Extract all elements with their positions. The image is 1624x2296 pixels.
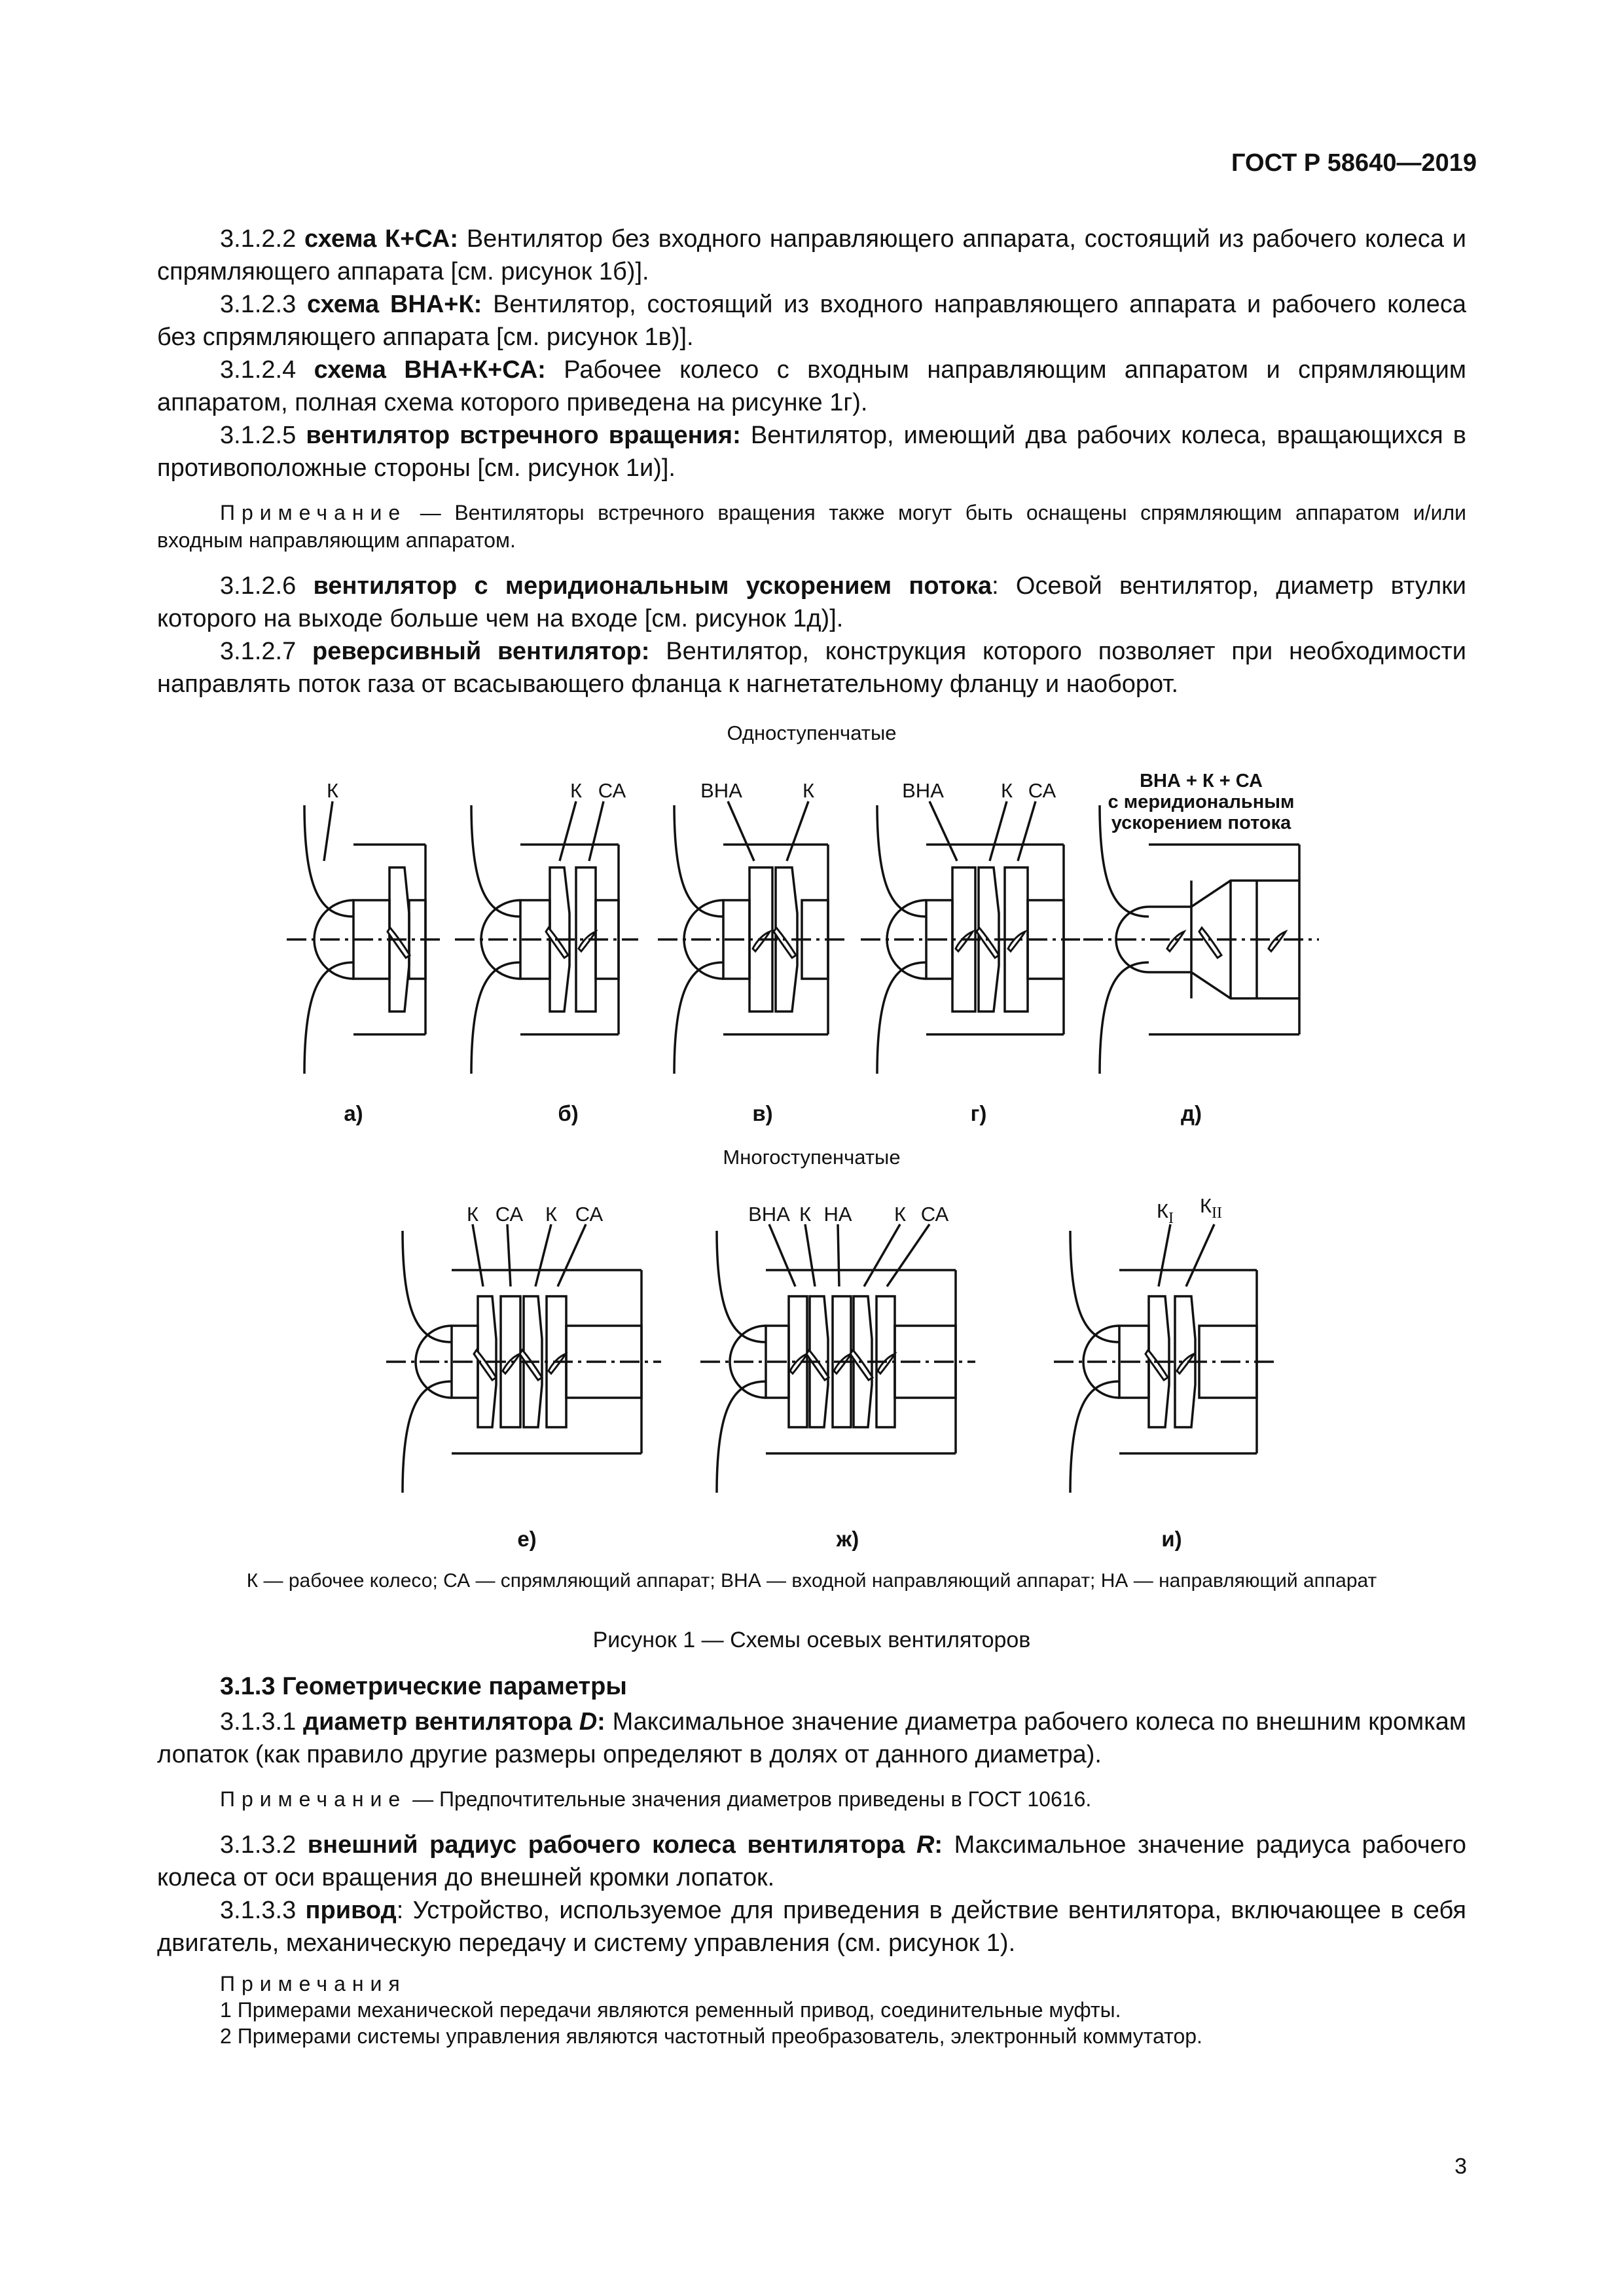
tag-e-k2: К xyxy=(545,1203,558,1226)
paragraph-3-1-2-2: 3.1.2.2 схема К+СА: Вентилятор без входного направляющего аппарата, состоящий из рабочего колеса и спрямляющего аппарата [см. рисунок 1б)]. xyxy=(157,225,1466,285)
note-item-2: 2 Примерами системы управления являются частотный преобразователь, электронный коммутатор. xyxy=(220,2024,1202,2048)
tag-zh-sa: СА xyxy=(920,1203,949,1226)
scheme-d xyxy=(1083,805,1319,1074)
title-single-stage: Одноступенчатые xyxy=(727,721,897,744)
paragraph-3-1-2-4: 3.1.2.4 схема ВНА+К+СА: Рабочее колесо с входным направляющим аппаратом и спрямляющим аппаратом, полная схема которого приведена на рисунке 1г). xyxy=(157,356,1466,416)
scheme-i xyxy=(1054,1224,1276,1493)
tag-a-k: К xyxy=(326,779,339,802)
tag-v-k: К xyxy=(802,779,815,802)
tag-zh-k2: К xyxy=(893,1203,907,1226)
figure-fan-schemes xyxy=(157,720,1466,1591)
notes-block xyxy=(220,1971,1464,2049)
scheme-g xyxy=(861,801,1080,1074)
tag-e-sa1: СА xyxy=(495,1203,524,1226)
tag-g-k: К xyxy=(1000,779,1013,802)
tag-e-k1: К xyxy=(466,1203,479,1226)
label-d-line1: ВНА + К + СА xyxy=(1140,771,1263,792)
tag-zh-k1: К xyxy=(799,1203,812,1226)
tag-b-k: К xyxy=(569,779,583,802)
page-number: 3 xyxy=(1454,2154,1467,2179)
tag-e-sa2: СА xyxy=(575,1203,604,1226)
scheme-a xyxy=(287,801,445,1074)
terms-block-bottom xyxy=(157,1705,1466,1959)
paragraph-3-1-2-3: 3.1.2.3 схема ВНА+К: Вентилятор, состоящий из входного направляющего аппарата и рабочего колеса без спрямляющего аппарата [см. рисунок 1в)]. xyxy=(157,291,1466,351)
sublabel-d: д) xyxy=(1181,1101,1202,1125)
figure-caption: Рисунок 1 — Схемы осевых вентиляторов xyxy=(592,1628,1031,1652)
scheme-b xyxy=(455,801,638,1074)
paragraph-3-1-2-7: 3.1.2.7 реверсивный вентилятор: Вентилятор, конструкция которого позволяет при необходимости направлять поток газа от всасывающего фланца к нагнетательному фланцу и наоборот. xyxy=(157,638,1467,698)
tag-i-k1: $К_I$ xyxy=(1156,1199,1174,1227)
sublabel-e: е) xyxy=(517,1527,537,1551)
sublabel-b: б) xyxy=(558,1101,579,1125)
label-d-line2: с меридиональным xyxy=(1108,792,1295,812)
paragraph-3-1-3-3: 3.1.3.3 привод: Устройство, используемое для приведения в действие вентилятора, включающее в себя двигатель, механическую передачу и систему управления (см. рисунок 1). xyxy=(157,1897,1466,1957)
tag-g-sa: СА xyxy=(1028,779,1056,802)
fan-schemes-diagram xyxy=(157,720,1466,1591)
note-preferred-diameters: Примечание — Предпочтительные значения диаметров приведены в ГОСТ 10616. xyxy=(220,1787,1092,1811)
paragraph-3-1-2-6: 3.1.2.6 вентилятор с меридиональным ускорением потока: Осевой вентилятор, диаметр втулки которого на выходе больше чем на входе [см. рисунок 1д)]. xyxy=(157,572,1466,632)
figure-legend: К — рабочее колесо; СА — спрямляющий аппарат; ВНА — входной направляющий аппарат; НА — направляющий аппарат xyxy=(246,1570,1377,1592)
section-heading: 3.1.3 Геометрические параметры xyxy=(220,1673,627,1700)
label-d-line3: ускорением потока xyxy=(1111,812,1291,833)
scheme-v xyxy=(658,801,848,1074)
sublabel-v: в) xyxy=(752,1101,773,1125)
tag-i-k2: $К_{II}$ xyxy=(1199,1194,1223,1222)
tag-zh-na: НА xyxy=(823,1203,852,1226)
gost-code: ГОСТ Р 58640—2019 xyxy=(1231,149,1477,177)
terms-block-top xyxy=(157,223,1466,701)
note-item-1: 1 Примерами механической передачи являются ременный привод, соединительные муфты. xyxy=(220,1998,1121,2022)
sublabel-a: а) xyxy=(344,1101,363,1125)
notes-label: Примечания xyxy=(220,1972,406,1995)
paragraph-3-1-3-2: 3.1.3.2 внешний радиус рабочего колеса вентилятора R: Максимальное значение радиуса рабочего колеса от оси вращения до внешней кромки лопаток. xyxy=(157,1831,1466,1891)
sublabel-g: г) xyxy=(970,1101,987,1125)
paragraph-3-1-2-5: 3.1.2.5 вентилятор встречного вращения: Вентилятор, имеющий два рабочих колеса, вращающихся в противоположные стороны [см. рисунок 1и)]. xyxy=(157,422,1466,482)
sublabel-zh: ж) xyxy=(836,1527,859,1551)
tag-b-sa: СА xyxy=(598,779,626,802)
tag-v-vna: ВНА xyxy=(700,779,742,802)
note-counter-rotation: Примечание — Вентиляторы встречного вращения также могут быть оснащены спрямляющим аппаратом и/или входным направляющим аппаратом. xyxy=(157,501,1467,552)
tag-zh-vna: ВНА xyxy=(748,1203,790,1226)
scheme-zh xyxy=(700,1224,975,1493)
tag-g-vna: ВНА xyxy=(902,779,944,802)
paragraph-3-1-3-1: 3.1.3.1 диаметр вентилятора D: Максимальное значение диаметра рабочего колеса по внешним кромкам лопаток (как правило другие размеры определяют в долях от данного диаметра). xyxy=(157,1708,1467,1768)
sublabel-i: и) xyxy=(1161,1527,1182,1551)
title-multi-stage: Многоступенчатые xyxy=(723,1146,901,1169)
scheme-e xyxy=(386,1224,661,1493)
